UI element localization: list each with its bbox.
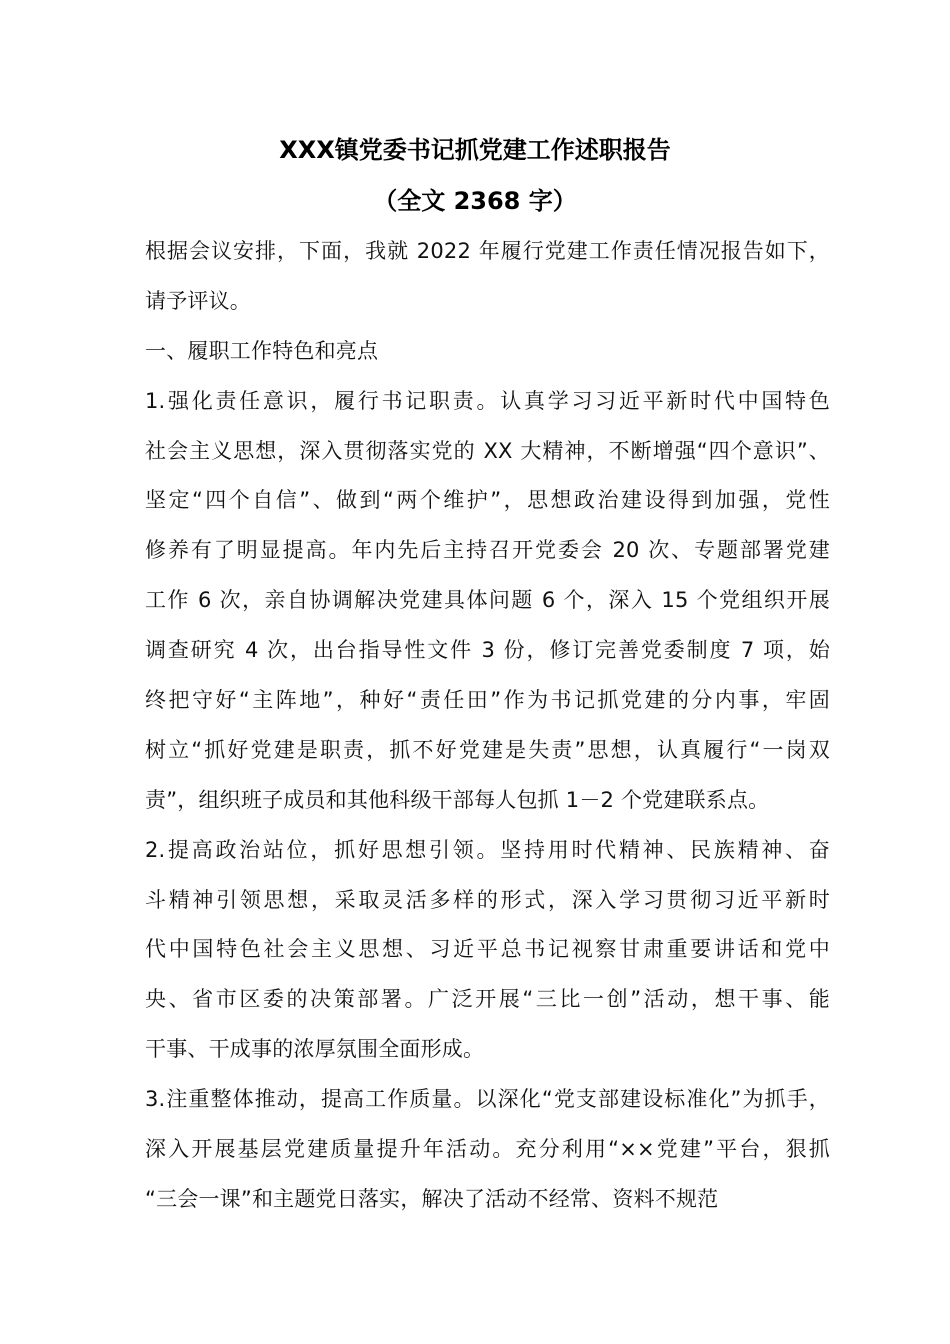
body-line: 责”，组织班子成员和其他科级干部每人包抓 1－2 个党建联系点。 [145,787,770,812]
body-line: 修养有了明显提高。年内先后主持召开党委会 20 次、专题部署党建 [145,538,830,563]
body-line: 请予评议。 [145,288,251,313]
body-line: 根据会议安排，下面，我就 2022 年履行党建工作责任情况报告如下， [145,239,830,263]
body-line: 工作 6 次，亲自协调解决党建具体问题 6 个，深入 15 个党组织开展 [145,588,830,613]
body-line: 调查研究 4 次，出台指导性文件 3 份，修订完善党委制度 7 项，始 [145,638,830,663]
document-subtitle: （全文 2368 字） [373,187,577,215]
document-title: XXX镇党委书记抓党建工作述职报告 [279,136,671,164]
body-line: 3.注重整体推动，提高工作质量。以深化“党支部建设标准化”为抓手， [145,1087,830,1112]
body-line: 树立“抓好党建是职责，抓不好党建是失责”思想，认真履行“一岗双 [145,737,830,762]
body-line: 1.强化责任意识，履行书记职责。认真学习习近平新时代中国特色 [145,388,830,413]
body-line: 斗精神引领思想，采取灵活多样的形式，深入学习贯彻习近平新时 [145,887,830,912]
body-line: “三会一课”和主题党日落实，解决了活动不经常、资料不规范 [145,1186,719,1211]
body-line: 深入开展基层党建质量提升年活动。充分利用“××党建”平台，狠抓 [145,1137,830,1162]
body-line: 社会主义思想，深入贯彻落实党的 XX 大精神，不断增强“四个意识”、 [145,438,830,463]
document-body [145,227,830,1225]
body-line: 坚定“四个自信”、做到“两个维护”，思想政治建设得到加强，党性 [145,488,830,513]
body-line: 代中国特色社会主义思想、习近平总书记视察甘肃重要讲话和党中 [145,937,830,962]
section-heading: 一、履职工作特色和亮点 [145,338,379,363]
body-line: 2.提高政治站位，抓好思想引领。坚持用时代精神、民族精神、奋 [145,837,830,862]
body-line: 干事、干成事的浓厚氛围全面形成。 [145,1037,485,1062]
body-line: 央、省市区委的决策部署。广泛开展“三比一创”活动，想干事、能 [145,987,830,1012]
body-line: 终把守好“主阵地”，种好“责任田”作为书记抓党建的分内事，牢固 [145,688,830,713]
